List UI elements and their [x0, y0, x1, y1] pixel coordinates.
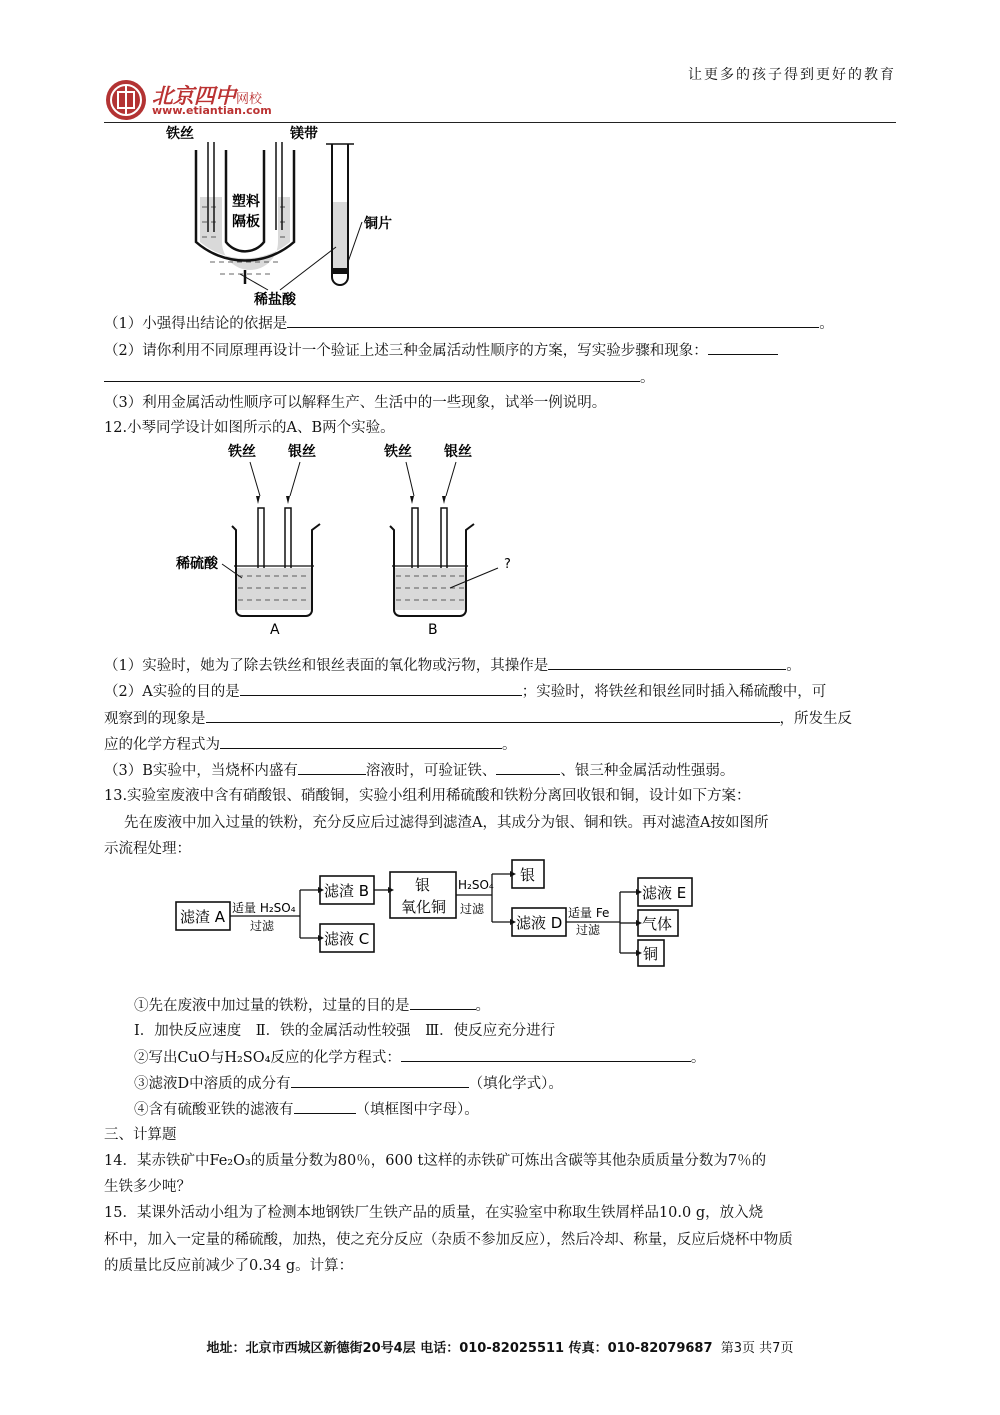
q13-s1-blank[interactable] — [410, 995, 476, 1010]
q13-s1-text: ①先在废液中加过量的铁粉，过量的目的是 — [134, 998, 410, 1014]
q13-title: 13.实验室废液中含有硝酸银、硝酸铜，实验小组利用稀硫酸和铁粉分离回收银和铜，设计如下方案： — [104, 788, 751, 804]
q12-p2a: （2）A实验的目的是 — [104, 684, 240, 700]
q13-s1 — [134, 995, 490, 1016]
q12-p2-end: 。 — [502, 737, 517, 753]
flow-cuo: 氧化铜 — [401, 898, 447, 916]
q13-s2-text: ②写出CuO与H₂SO₄反应的化学方程式： — [134, 1050, 401, 1066]
label-plastic-1: 塑料 — [232, 194, 260, 210]
q13-intro2: 示流程处理： — [104, 841, 191, 857]
q12-p2-blank-c[interactable] — [220, 734, 502, 749]
q12-p2-blank-b[interactable] — [206, 708, 780, 723]
flow-step1-bottom: 过滤 — [250, 919, 275, 933]
flow-copper: 铜 — [643, 945, 659, 963]
q15-line2: 杯中，加入一定量的稀硫酸，加热，使之充分反应（杂质不参加反应），然后冷却、称量，反应后烧杯中物质 — [104, 1232, 793, 1248]
q13-s2 — [134, 1047, 705, 1068]
label-a-iron: 铁丝 — [228, 444, 256, 460]
label-a: A — [270, 622, 280, 638]
q13-s2-blank[interactable] — [401, 1047, 691, 1062]
q12-p2c: 观察到的现象是 — [104, 711, 206, 727]
flow-gas: 气体 — [642, 915, 673, 933]
q13-s3 — [134, 1073, 563, 1094]
section-calc-title: 三、计算题 — [104, 1127, 177, 1143]
q11-p2-text: （2）请你利用不同原理再设计一个验证上述三种金属活动性顺序的方案，写实验步骤和现象： — [104, 343, 708, 359]
label-iron-wire: 铁丝 — [166, 126, 194, 142]
q12-part2-eq — [104, 734, 517, 755]
q13-s3-text: ③滤液D中溶质的成分有 — [134, 1076, 291, 1092]
q12-p1-blank[interactable] — [548, 655, 786, 670]
q12-part2 — [104, 681, 826, 702]
flow-step2-bottom: 过滤 — [460, 902, 485, 916]
logo-suffix: 网校 — [236, 92, 263, 107]
flow-step3-top: 适量 Fe — [568, 906, 610, 920]
label-question: ? — [504, 557, 511, 572]
q11-part3: （3）利用金属活动性顺序可以解释生产、生活中的一些现象，试举一例说明。 — [104, 395, 607, 411]
q13-s4-blank[interactable] — [294, 1099, 356, 1114]
q11-p1-text: （1）小强得出结论的依据是 — [104, 316, 288, 332]
q12-p2e: 应的化学方程式为 — [104, 737, 220, 753]
footer-page: 第3页 共7页 — [720, 1341, 794, 1356]
q12-p3-blank-b[interactable] — [496, 760, 560, 775]
label-hcl: 稀盐酸 — [254, 292, 296, 308]
q12-p3c: 、银三种金属活动性强弱。 — [560, 763, 735, 779]
q12-p3b: 溶液时，可验证铁、 — [365, 763, 497, 779]
q13-s4 — [134, 1099, 479, 1120]
flow-c: 滤液 C — [324, 930, 370, 948]
q12-p1-end: 。 — [786, 658, 801, 674]
q15-line1: 15．某课外活动小组为了检测本地钢铁厂生铁产品的质量，在实验室中称取生铁屑样品10.0 g，放入烧 — [104, 1205, 764, 1221]
flow-step1-top: 适量 H₂SO₄ — [232, 901, 296, 915]
label-b-iron: 铁丝 — [384, 444, 412, 460]
q12-p3-blank-a[interactable] — [298, 760, 366, 775]
q11-part2 — [104, 340, 778, 361]
u-tube-figure — [150, 122, 450, 310]
label-h2so4: 稀硫酸 — [176, 556, 218, 572]
q15-line3: 的质量比反应前减少了0.34 g。计算： — [104, 1258, 354, 1274]
footer — [0, 1337, 1000, 1356]
label-b-silver: 银丝 — [444, 444, 472, 460]
q11-p2-blank-b[interactable] — [104, 367, 640, 382]
q13-intro1: 先在废液中加入过量的铁粉，充分反应后过滤得到滤渣A，其成分为银、铜和铁。再对滤渣A按如图所 — [124, 815, 769, 831]
q12-p3a: （3）B实验中，当烧杯内盛有 — [104, 763, 298, 779]
q14-line2: 生铁多少吨？ — [104, 1179, 191, 1195]
flow-e: 滤液 E — [642, 884, 687, 902]
logo-url: www.etiantian.com — [152, 104, 272, 117]
flow-silver: 银 — [520, 866, 536, 884]
label-mg-strip: 镁带 — [290, 126, 318, 142]
q11-part2-cont — [104, 367, 655, 388]
q12-p2b: ；实验时，将铁丝和银丝同时插入稀硫酸中，可 — [521, 684, 827, 700]
q12-part3 — [104, 760, 734, 781]
q11-p2-blank-a[interactable] — [708, 340, 778, 355]
q13-s1-end: 。 — [475, 998, 490, 1014]
flow-ag: 银 — [415, 876, 431, 894]
q12-title: 12.小琴同学设计如图所示的A、B两个实验。 — [104, 420, 395, 436]
label-copper: 铜片 — [364, 216, 392, 232]
q12-p2-blank-a[interactable] — [240, 681, 522, 696]
q13-s3-blank[interactable] — [291, 1073, 469, 1088]
label-b: B — [428, 622, 438, 638]
q13-s2-end: 。 — [690, 1050, 706, 1066]
q12-part2-cont — [104, 708, 852, 729]
q12-p1-text: （1）实验时，她为了除去铁丝和银丝表面的氧化物或污物，其操作是 — [104, 658, 549, 674]
flowchart — [172, 858, 712, 972]
label-plastic-2: 隔板 — [232, 214, 260, 230]
flow-d: 滤液 D — [516, 914, 563, 932]
q12-p2d: ，所发生反 — [779, 711, 852, 727]
q11-p2-end: 。 — [640, 370, 655, 386]
header-slogan: 让更多的孩子得到更好的教育 — [688, 67, 896, 83]
q13-s4-end: （填框图中字母）。 — [355, 1102, 479, 1118]
q13-s3-end: （填化学式）。 — [468, 1076, 563, 1092]
q12-part1 — [104, 655, 801, 676]
label-a-silver: 银丝 — [288, 444, 316, 460]
flow-b: 滤渣 B — [324, 882, 370, 900]
beaker-figure — [170, 438, 530, 638]
logo-name-text: 北京四中 — [152, 83, 236, 108]
q14-line1: 14．某赤铁矿中Fe₂O₃的质量分数为80％，600 t这样的赤铁矿可炼出含碳等其他杂质质量分数为7％的 — [104, 1153, 767, 1169]
footer-address: 地址：北京市西城区新德街20号4层 电话：010-82025511 传真：010-82079687 — [206, 1341, 713, 1356]
flow-step2-top: H₂SO₄ — [458, 878, 494, 892]
school-logo-icon — [104, 78, 148, 122]
q11-p1-end: 。 — [819, 316, 834, 332]
q13-s4-text: ④含有硫酸亚铁的滤液有 — [134, 1102, 294, 1118]
q11-part1 — [104, 313, 834, 334]
q11-p1-blank[interactable] — [287, 313, 819, 328]
flow-a: 滤渣 A — [180, 908, 226, 926]
flow-step3-bottom: 过滤 — [576, 923, 601, 937]
q13-options: Ⅰ．加快反应速度 Ⅱ．铁的金属活动性较强 Ⅲ．使反应充分进行 — [134, 1023, 556, 1039]
